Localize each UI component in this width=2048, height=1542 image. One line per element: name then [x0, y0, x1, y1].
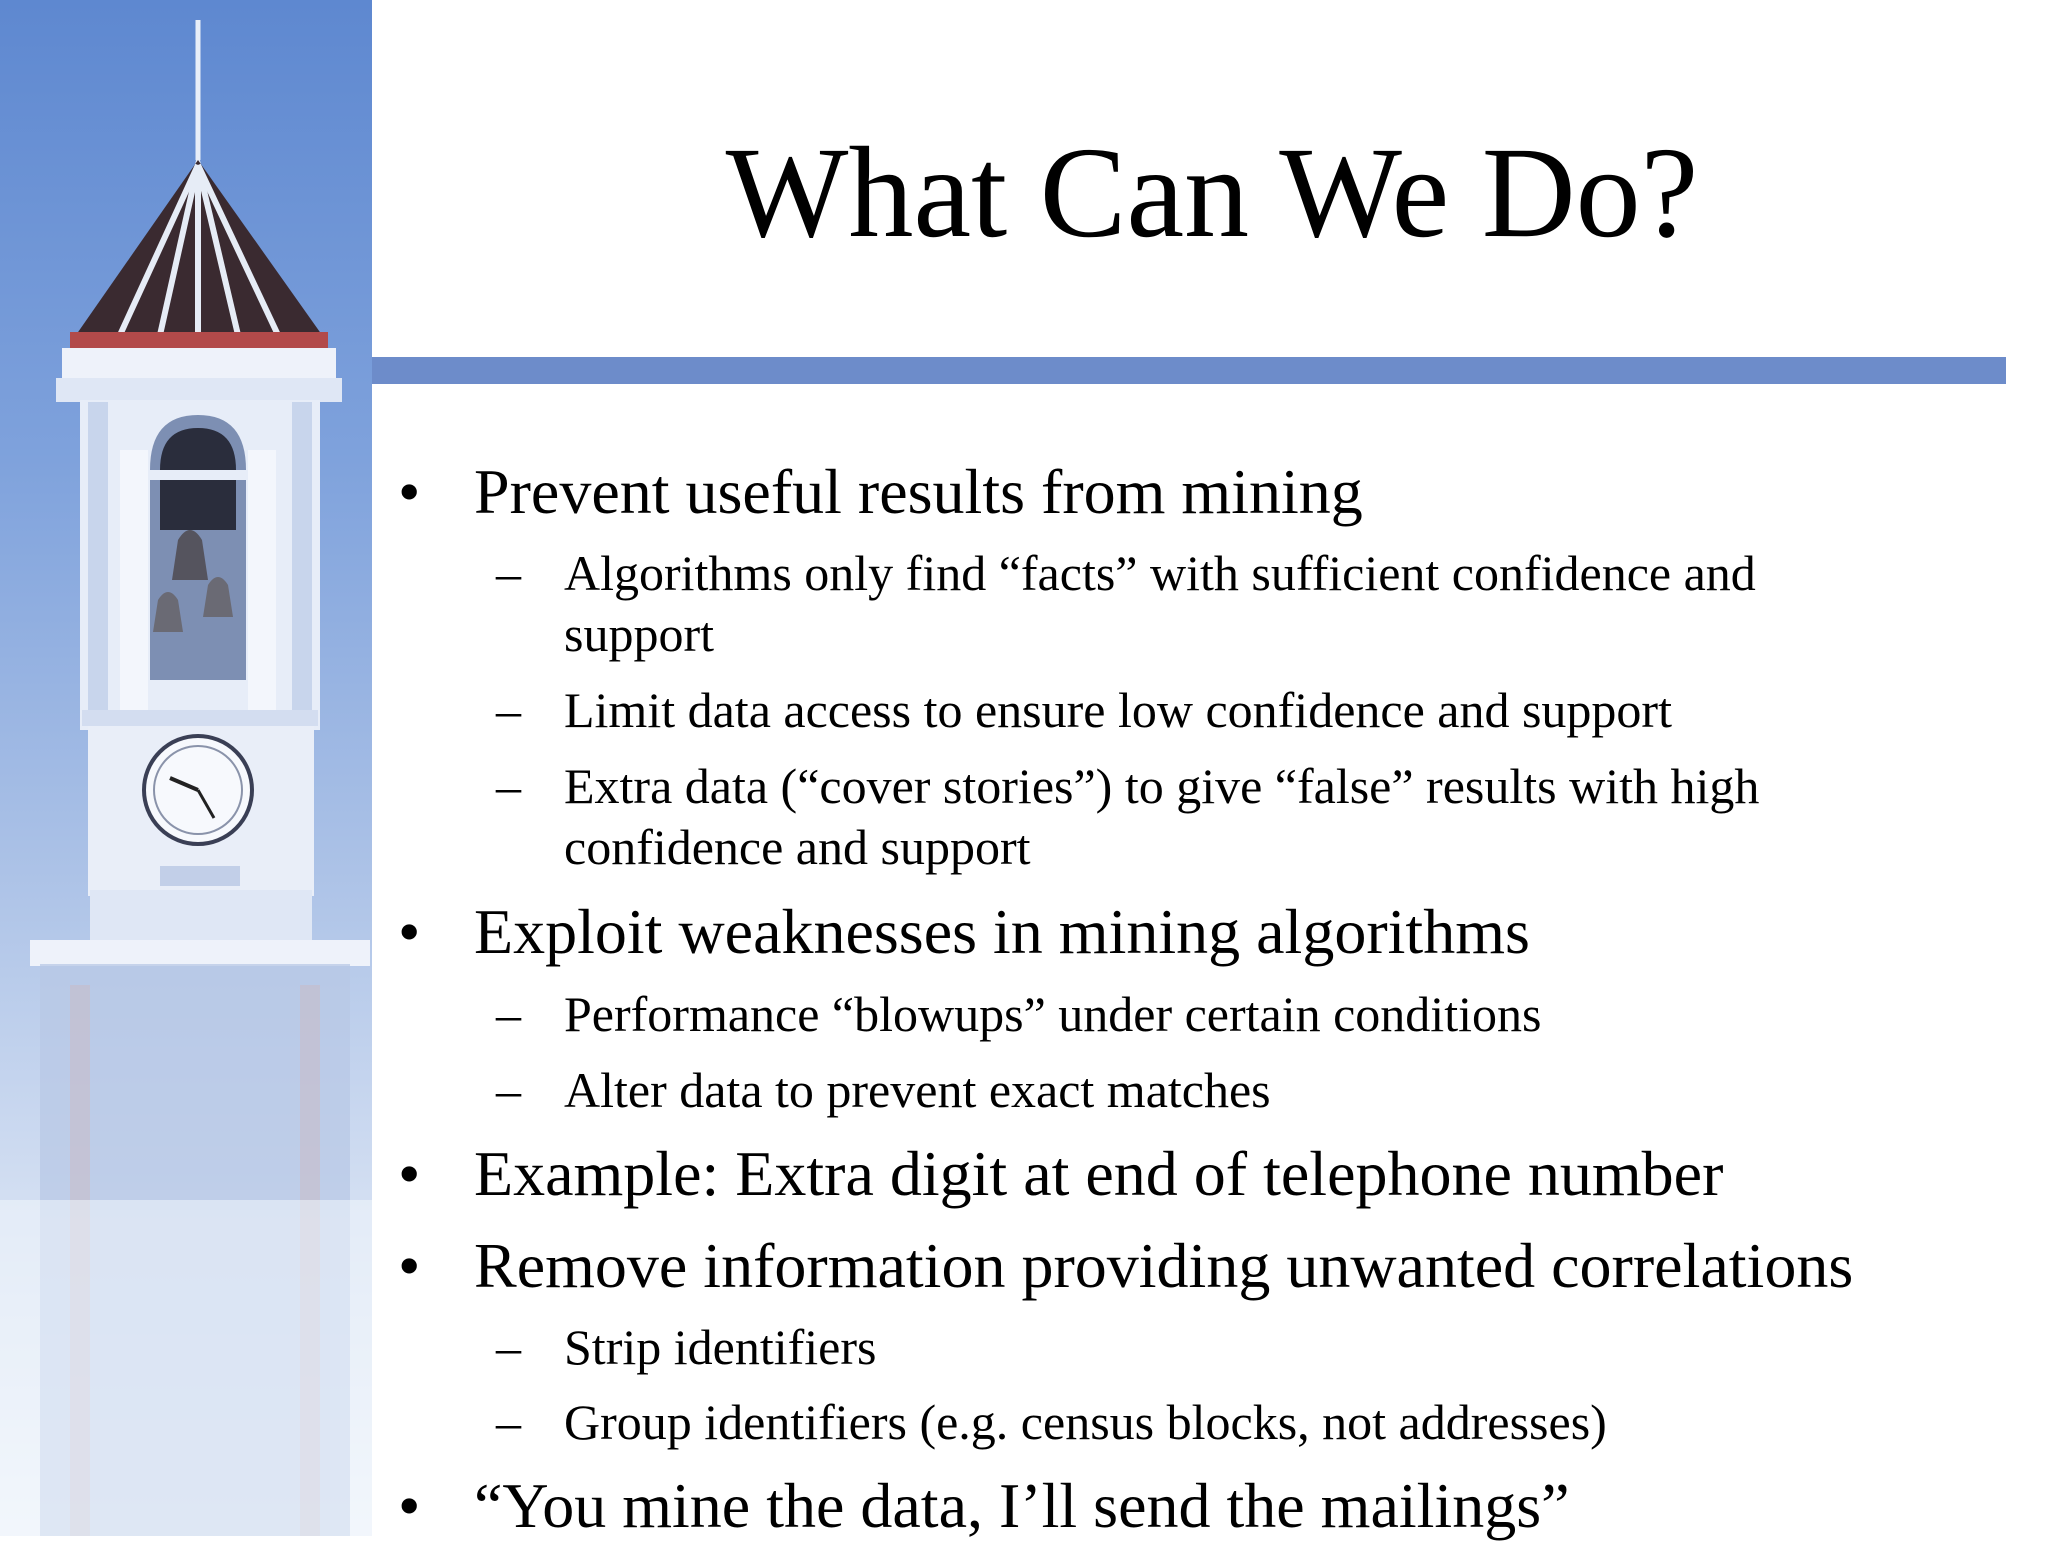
sub-bullet-item: [496, 1392, 1607, 1453]
bullet-item: [398, 1230, 1854, 1302]
sub-bullet-item: [496, 1317, 877, 1378]
sub-bullet-text: Alter data to prevent exact matches: [564, 1062, 1271, 1118]
sub-bullet-item: [496, 756, 1760, 817]
bullet-marker: •: [398, 456, 421, 527]
sub-bullet-text: Algorithms only find “facts” with sufficient confidence and: [564, 545, 1756, 601]
dash-marker: –: [496, 545, 521, 601]
sub-bullet-text: Performance “blowups” under certain conditions: [564, 986, 1542, 1042]
sub-bullet-continuation: [564, 604, 714, 665]
bullet-item: [398, 896, 1530, 968]
bullet-marker: •: [398, 1230, 421, 1301]
sub-bullet-item: [496, 680, 1672, 741]
bullet-marker: •: [398, 896, 421, 967]
sub-bullet-text: support: [564, 606, 714, 662]
bullet-item: [398, 1470, 1570, 1542]
dash-marker: –: [496, 1062, 521, 1118]
dash-marker: –: [496, 1319, 521, 1375]
sub-bullet-item: [496, 543, 1756, 604]
sub-bullet-continuation: [564, 817, 1031, 878]
sub-bullet-item: [496, 1060, 1271, 1121]
bullet-text: Prevent useful results from mining: [474, 456, 1363, 527]
bullet-text: Remove information providing unwanted correlations: [474, 1230, 1854, 1301]
bullet-item: [398, 1138, 1724, 1210]
sub-bullet-text: Extra data (“cover stories”) to give “false” results with high: [564, 758, 1760, 814]
bullet-text: Exploit weaknesses in mining algorithms: [474, 896, 1530, 967]
dash-marker: –: [496, 758, 521, 814]
bullet-text: “You mine the data, I’ll send the mailings”: [474, 1470, 1570, 1541]
sub-bullet-text: confidence and support: [564, 819, 1031, 875]
bullet-marker: •: [398, 1470, 421, 1541]
dash-marker: –: [496, 986, 521, 1042]
dash-marker: –: [496, 1394, 521, 1450]
bullet-text: Example: Extra digit at end of telephone number: [474, 1138, 1724, 1209]
sub-bullet-text: Limit data access to ensure low confidence and support: [564, 682, 1672, 738]
sub-bullet-text: Strip identifiers: [564, 1319, 877, 1375]
sub-bullet-item: [496, 984, 1542, 1045]
bullet-item: [398, 456, 1363, 528]
bullet-marker: •: [398, 1138, 421, 1209]
slide-title: What Can We Do?: [725, 121, 1699, 265]
dash-marker: –: [496, 682, 521, 738]
sub-bullet-text: Group identifiers (e.g. census blocks, not addresses): [564, 1394, 1607, 1450]
